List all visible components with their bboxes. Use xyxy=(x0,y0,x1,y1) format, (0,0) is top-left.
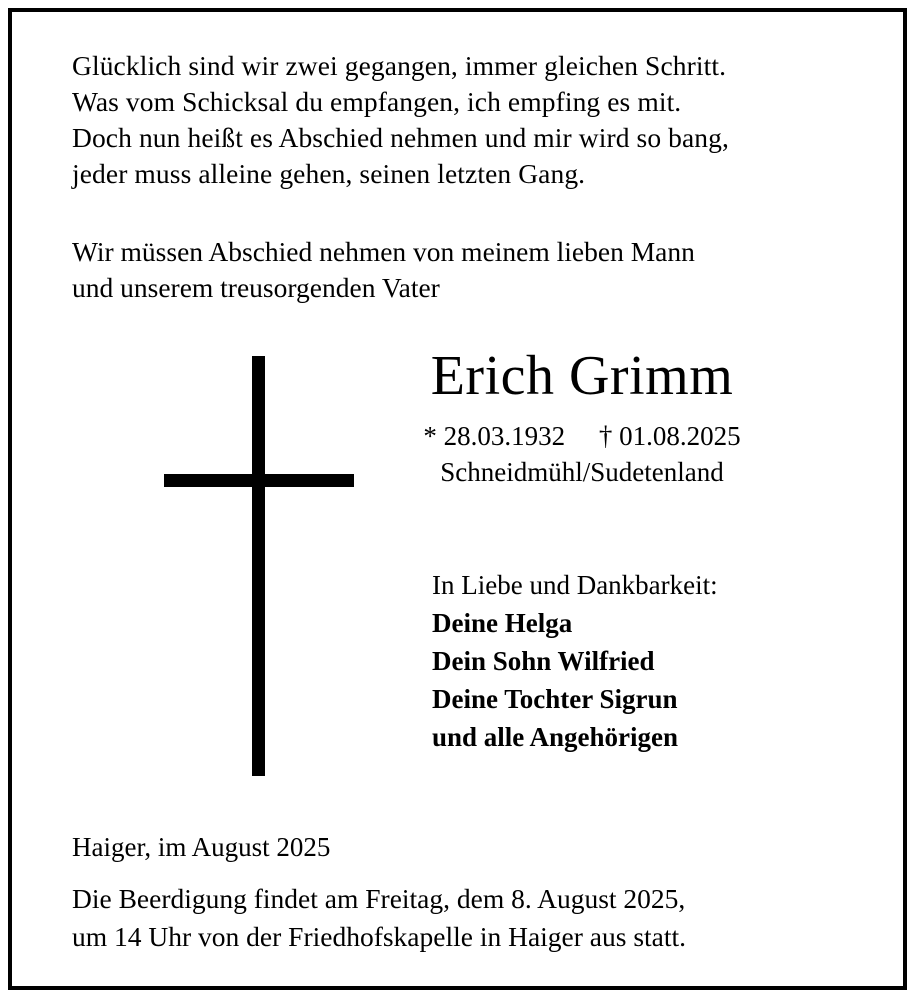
poem-line-2: Was vom Schicksal du empfangen, ich empfing es mit. xyxy=(72,86,682,117)
mourners-block xyxy=(327,566,847,756)
mourner-item: Deine Helga xyxy=(432,608,573,638)
middle-section xyxy=(72,344,845,814)
poem-line-1: Glücklich sind wir zwei gegangen, immer gleichen Schritt. xyxy=(72,50,727,81)
poem-block xyxy=(72,48,845,192)
intro-line-2: und unserem treusorgenden Vater xyxy=(72,272,440,303)
obituary-notice xyxy=(8,8,907,990)
cross-vertical-bar xyxy=(252,356,265,776)
mourners-title: In Liebe und Dankbarkeit: xyxy=(432,570,718,600)
poem-line-3: Doch nun heißt es Abschied nehmen und mir wird so bang, xyxy=(72,122,729,153)
mourner-item: Dein Sohn Wilfried xyxy=(432,646,655,676)
poem-line-4: jeder muss alleine gehen, seinen letzten Gang. xyxy=(72,158,586,189)
mourner-item: und alle Angehörigen xyxy=(432,722,679,752)
person-block xyxy=(312,344,852,490)
life-dates: * 28.03.1932 † 01.08.2025 xyxy=(423,421,741,451)
place-and-date: Haiger, im August 2025 xyxy=(72,832,331,862)
mourner-item: Deine Tochter Sigrun xyxy=(432,684,678,714)
funeral-info xyxy=(72,880,686,956)
deceased-name: Erich Grimm xyxy=(430,345,734,407)
birthplace: Schneidmühl/Sudetenland xyxy=(440,457,724,487)
funeral-line-1: Die Beerdigung findet am Freitag, dem 8. August 2025, xyxy=(72,883,686,914)
funeral-line-2: um 14 Uhr von der Friedhofskapelle in Haiger aus statt. xyxy=(72,921,687,952)
notice-inner xyxy=(12,12,903,986)
intro-block xyxy=(72,234,845,306)
intro-line-1: Wir müssen Abschied nehmen von meinem lieben Mann xyxy=(72,236,695,267)
